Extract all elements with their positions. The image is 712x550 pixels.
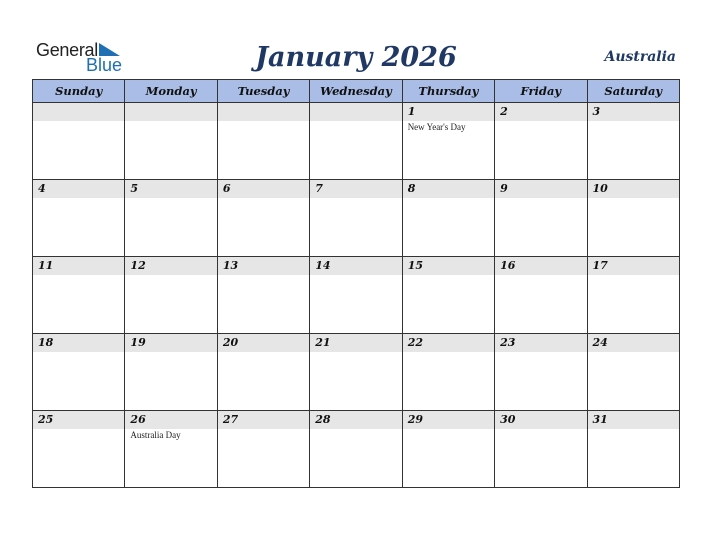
calendar-day-cell	[587, 411, 679, 488]
day-number: 27	[218, 411, 309, 429]
day-number: 23	[495, 334, 586, 352]
day-number: 14	[310, 257, 401, 275]
calendar-week-row	[33, 257, 680, 334]
weekday-header-wednesday: Wednesday	[310, 80, 402, 103]
calendar-day-cell	[217, 257, 309, 334]
calendar-day-cell	[217, 180, 309, 257]
calendar-day-cell	[495, 257, 587, 334]
logo-text-general: General	[36, 40, 98, 60]
calendar-day-cell	[33, 334, 125, 411]
calendar-day-cell	[587, 334, 679, 411]
calendar-day-cell	[402, 411, 494, 488]
weekday-header-row	[33, 80, 680, 103]
calendar-day-cell	[217, 411, 309, 488]
day-number: 9	[495, 180, 586, 198]
weekday-header-thursday: Thursday	[402, 80, 494, 103]
calendar-day-cell	[33, 180, 125, 257]
weekday-header-tuesday: Tuesday	[217, 80, 309, 103]
calendar-day-cell	[402, 180, 494, 257]
day-number: 3	[588, 103, 679, 121]
calendar-day-cell	[402, 334, 494, 411]
weekday-header-friday: Friday	[495, 80, 587, 103]
day-number: 10	[588, 180, 679, 198]
day-number: 29	[403, 411, 494, 429]
holiday-label: Australia Day	[130, 430, 181, 440]
day-number: 1	[403, 103, 494, 121]
day-number	[310, 103, 401, 121]
holiday-label: New Year's Day	[407, 122, 466, 132]
calendar-day-cell	[587, 103, 679, 180]
calendar-day-cell	[310, 411, 402, 488]
calendar-day-cell	[310, 334, 402, 411]
calendar-week-row	[33, 334, 680, 411]
calendar-day-cell	[217, 334, 309, 411]
day-number: 4	[33, 180, 124, 198]
day-number: 11	[33, 257, 124, 275]
day-number: 13	[218, 257, 309, 275]
logo-text-blue: Blue	[86, 55, 123, 75]
weekday-header-sunday: Sunday	[33, 80, 125, 103]
day-number: 24	[588, 334, 679, 352]
calendar-day-cell	[125, 257, 217, 334]
calendar-week-row	[33, 411, 680, 488]
calendar-day-cell	[495, 103, 587, 180]
day-number: 31	[588, 411, 679, 429]
day-number: 25	[33, 411, 124, 429]
day-number: 19	[125, 334, 216, 352]
day-number: 22	[403, 334, 494, 352]
day-number: 18	[33, 334, 124, 352]
calendar-grid	[32, 79, 680, 488]
day-number: 26	[125, 411, 216, 429]
calendar-day-cell	[33, 103, 125, 180]
calendar-day-cell	[310, 103, 402, 180]
day-number: 17	[588, 257, 679, 275]
calendar-day-cell	[402, 103, 494, 180]
calendar-body	[33, 103, 680, 488]
day-number: 21	[310, 334, 401, 352]
calendar-day-cell	[125, 334, 217, 411]
day-number: 15	[403, 257, 494, 275]
day-number	[218, 103, 309, 121]
calendar-day-cell	[495, 180, 587, 257]
day-number: 28	[310, 411, 401, 429]
calendar-day-cell	[217, 103, 309, 180]
day-number	[33, 103, 124, 121]
calendar-day-cell	[310, 180, 402, 257]
weekday-header-saturday: Saturday	[587, 80, 679, 103]
calendar-title: January 2026	[255, 42, 457, 73]
day-number: 2	[495, 103, 586, 121]
day-number: 6	[218, 180, 309, 198]
calendar-day-cell	[125, 180, 217, 257]
calendar-day-cell	[125, 103, 217, 180]
calendar-day-cell	[33, 257, 125, 334]
day-number: 7	[310, 180, 401, 198]
calendar-day-cell	[587, 180, 679, 257]
calendar-week-row	[33, 103, 680, 180]
calendar-day-cell	[33, 411, 125, 488]
day-number: 30	[495, 411, 586, 429]
calendar-day-cell	[402, 257, 494, 334]
day-number: 5	[125, 180, 216, 198]
calendar-day-cell	[310, 257, 402, 334]
country-label: Australia	[604, 49, 676, 65]
calendar-day-cell	[495, 411, 587, 488]
day-number: 12	[125, 257, 216, 275]
day-number	[125, 103, 216, 121]
weekday-header-monday: Monday	[125, 80, 217, 103]
calendar-day-cell	[125, 411, 217, 488]
day-number: 20	[218, 334, 309, 352]
day-number: 16	[495, 257, 586, 275]
calendar-day-cell	[587, 257, 679, 334]
calendar-day-cell	[495, 334, 587, 411]
calendar-week-row	[33, 180, 680, 257]
day-number: 8	[403, 180, 494, 198]
